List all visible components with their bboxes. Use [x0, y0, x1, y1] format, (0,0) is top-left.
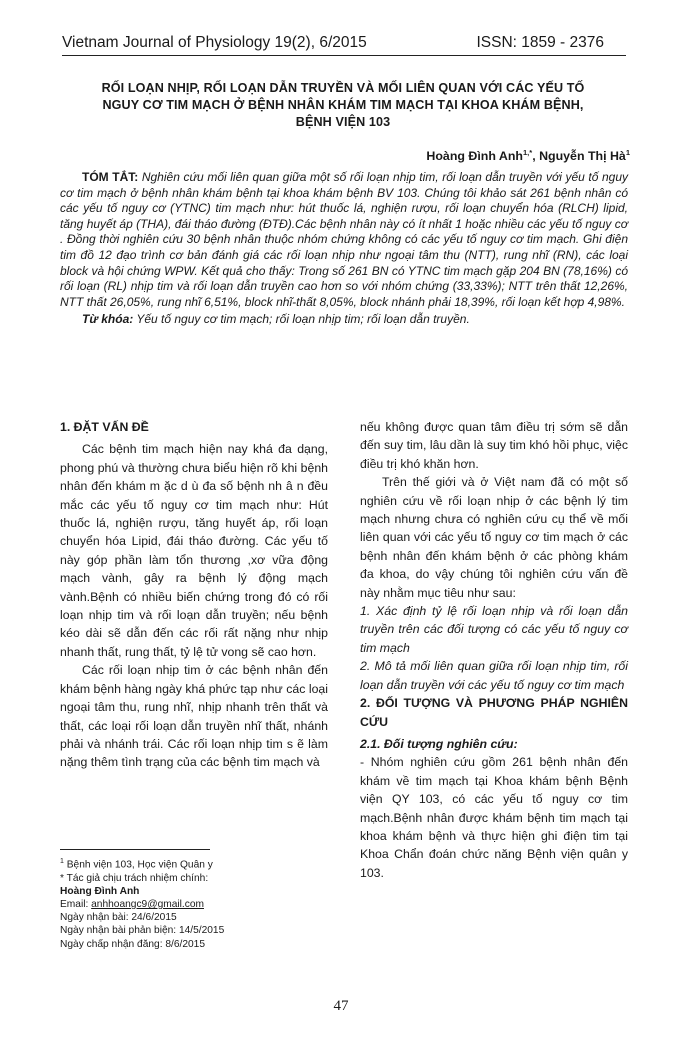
footnote-affiliation-mark: 1 [60, 858, 64, 865]
title-line-3: BỆNH VIỆN 103 [295, 115, 391, 129]
keywords [60, 312, 628, 328]
footnote-corresponding: * Tác giả chịu trách nhiệm chính: [60, 872, 209, 884]
journal-name: Vietnam Journal of Physiology 19(2), 6/2015 [62, 34, 367, 51]
section-heading-introduction: 1. ĐẶT VẤN ĐỀ [60, 420, 149, 434]
footnote-accepted-date: Ngày chấp nhận đăng: 8/6/2015 [60, 938, 206, 950]
footnote-email [60, 898, 340, 911]
objective-2: 2. Mô tả mối liên quan giữa rối loạn nhịp tim, rối loạn dẫn truyền với các yếu tố nguy cơ tim mạch [360, 659, 628, 692]
keywords-text: Yếu tố nguy cơ tim mạch; rối loạn nhịp tim; rối loạn dẫn truyền. [136, 312, 470, 327]
page-number: 47 [333, 998, 349, 1014]
footnote-affiliation [60, 855, 340, 872]
footnote-reviewed-date: Ngày nhận bài phản biện: 14/5/2015 [60, 925, 225, 937]
intro-paragraph-4: Trên thế giới và ở Việt nam đã có một số nghiên cứu về rối loạn nhịp ở các bệnh lý tim mạch nhưng chưa có nghiên cứu cụ thể về mối liên quan với các yếu tố nguy cơ tim mạch ở các bệnh nhân đến khám bệnh ở các phòng khám đa khoa, do vậy chúng tôi nghiên cứu vấn đề này nhằm mục tiêu như sau: [360, 475, 628, 600]
footnote-received-date: Ngày nhận bài: 24/6/2015 [60, 912, 177, 924]
article-title [58, 80, 628, 131]
right-column [360, 418, 628, 882]
author-separator: , [532, 149, 540, 164]
footnotes [60, 855, 340, 951]
issn: ISSN: 1859 - 2376 [476, 34, 604, 51]
abstract-text: Nghiên cứu mối liên quan giữa một số rối loạn nhịp tim, rối loạn dẫn truyền với yếu tố nguy cơ tim mạch ở bệnh nhân khám bệnh tại khoa khám bệnh BV 103. Chúng tôi khảo sát 261 bệnh nhân có các yếu tố nguy cơ (YTNC) tim mạch như: hút thuốc lá, nghiện rượu, rối loạn chuyển hóa (RLCH) lipid, tăng huyết áp (THA), đái tháo đường (ĐTĐ).Các bệnh nhân này có ít nhất 1 hoặc nhiều các yếu tố nguy cơ . Đồng thời nghiên cứu 30 bệnh nhân thuộc nhóm chứng không có các yếu tố nguy cơ tim mạch. Ghi điện tim đồ 12 đạo trình cơ bản đánh giá các rối loạn nhịp như ngoại tâm thu (NTT), rung nhĩ (RN), các loại block và hội chứng WPW. Kết quả cho thấy: Trong số 261 BN có YTNC tim mạch gặp 204 BN (78,16%) có rối loạn (RL) nhịp tim và rối loạn dẫn truyền cao hơn so với nhóm chứng (33,33%); NTT trên thất 12,26%, NTT thất 26,05%, rung nhĩ 6,51%, block nhĩ-thất 8,05%, block nhánh phải 18,39%, rối loạn kết hợp 4,98%. [60, 170, 628, 309]
author-2: Nguyễn Thị Hà [539, 149, 626, 164]
abstract-label: TÓM TẮT: [82, 170, 139, 184]
objective-1: 1. Xác định tỷ lệ rối loạn nhịp và rối loạn dẫn truyền trên các đối tượng có các yếu tố nguy cơ tim mạch [360, 604, 628, 655]
intro-paragraph-2: Các rối loạn nhịp tim ở các bệnh nhân đến khám bệnh hàng ngày khá phức tạp như các loại ngoại tâm thu, rung nhĩ, nhịp nhanh trên thất và thất, các loại rối loạn dẫn truyền nhĩ thất, nhánh phải và nhánh trái. Các rối loạn nhịp tim s ẽ làm nặng thêm tình trạng của các bệnh tim mạch và [60, 663, 328, 770]
intro-paragraph-1: Các bệnh tim mạch hiện nay khá đa dạng, phong phú và thường chưa biểu hiện rõ khi bệnh nhân đến khám m ặc d ù đa số bệnh nh â n đều mắc các yếu tố nguy cơ tim mạch như: Hút thuốc lá, nghiện rượu, tăng huyết áp, rối loạn chuyển hóa Lipid, đái tháo đường. Các yếu tố này góp phần làm tổn thương ,xơ vữa động mạch vành, gây ra bệnh lý động mạch vành.Bệnh có nhiều biến chứng trong đó có rối loạn nhịp tim và rối loạn dẫn truyền; nếu bệnh kéo dài sẽ dẫn đến các rối rất nặng như nhịp nhanh thất, rung thất, tỷ lệ tử vong sẽ cao hơn. [60, 442, 328, 659]
footnote-email-link[interactable]: anhhoangc9@gmail.com [91, 899, 204, 910]
author-2-affiliation: 1 [625, 148, 630, 157]
subsection-heading-subjects: 2.1. Đối tượng nghiên cứu: [360, 736, 518, 751]
footnote-corresponding-name: Hoàng Đình Anh [60, 885, 140, 897]
section-heading-methods: 2. ĐỐI TƯỢNG VÀ PHƯƠNG PHÁP NGHIÊN CỨU [360, 696, 628, 729]
keywords-label: Từ khóa: [82, 312, 134, 327]
footnote-email-label: Email: [60, 899, 92, 910]
intro-paragraph-3: nếu không được quan tâm điều trị sớm sẽ dẫn đến suy tim, lâu dần là suy tim khó hồi phục, việc điều trị khó khăn hơn. [360, 420, 628, 471]
methods-paragraph-1: - Nhóm nghiên cứu gồm 261 bệnh nhân đến khám về tim mạch tại Khoa khám bệnh Bệnh viện QY 103, có các yếu tố nguy cơ tim mạch.Bệnh nhân được khám bệnh tim mạch tại khoa khám bệnh và thực hiện ghi điện tim tại Khoa Chẩn đoán chức năng Bệnh viện quân y 103. [360, 755, 628, 880]
journal-header [62, 34, 626, 56]
abstract [60, 170, 628, 328]
title-line-2: NGUY CƠ TIM MẠCH Ở BỆNH NHÂN KHÁM TIM MẠCH TẠI KHOA KHÁM BỆNH, [102, 98, 584, 112]
author-list [426, 148, 630, 163]
footnote-divider [60, 849, 210, 850]
author-1-affiliation: 1,* [523, 148, 533, 157]
footnote-affiliation-text: Bệnh viện 103, Học viện Quân y [63, 859, 213, 871]
title-line-1: RỐI LOẠN NHỊP, RỐI LOẠN DẪN TRUYỀN VÀ MỐI LIÊN QUAN VỚI CÁC YẾU TỐ [101, 81, 585, 95]
author-1: Hoàng Đình Anh [426, 149, 523, 164]
abstract-body [60, 170, 628, 310]
left-column [60, 418, 328, 772]
